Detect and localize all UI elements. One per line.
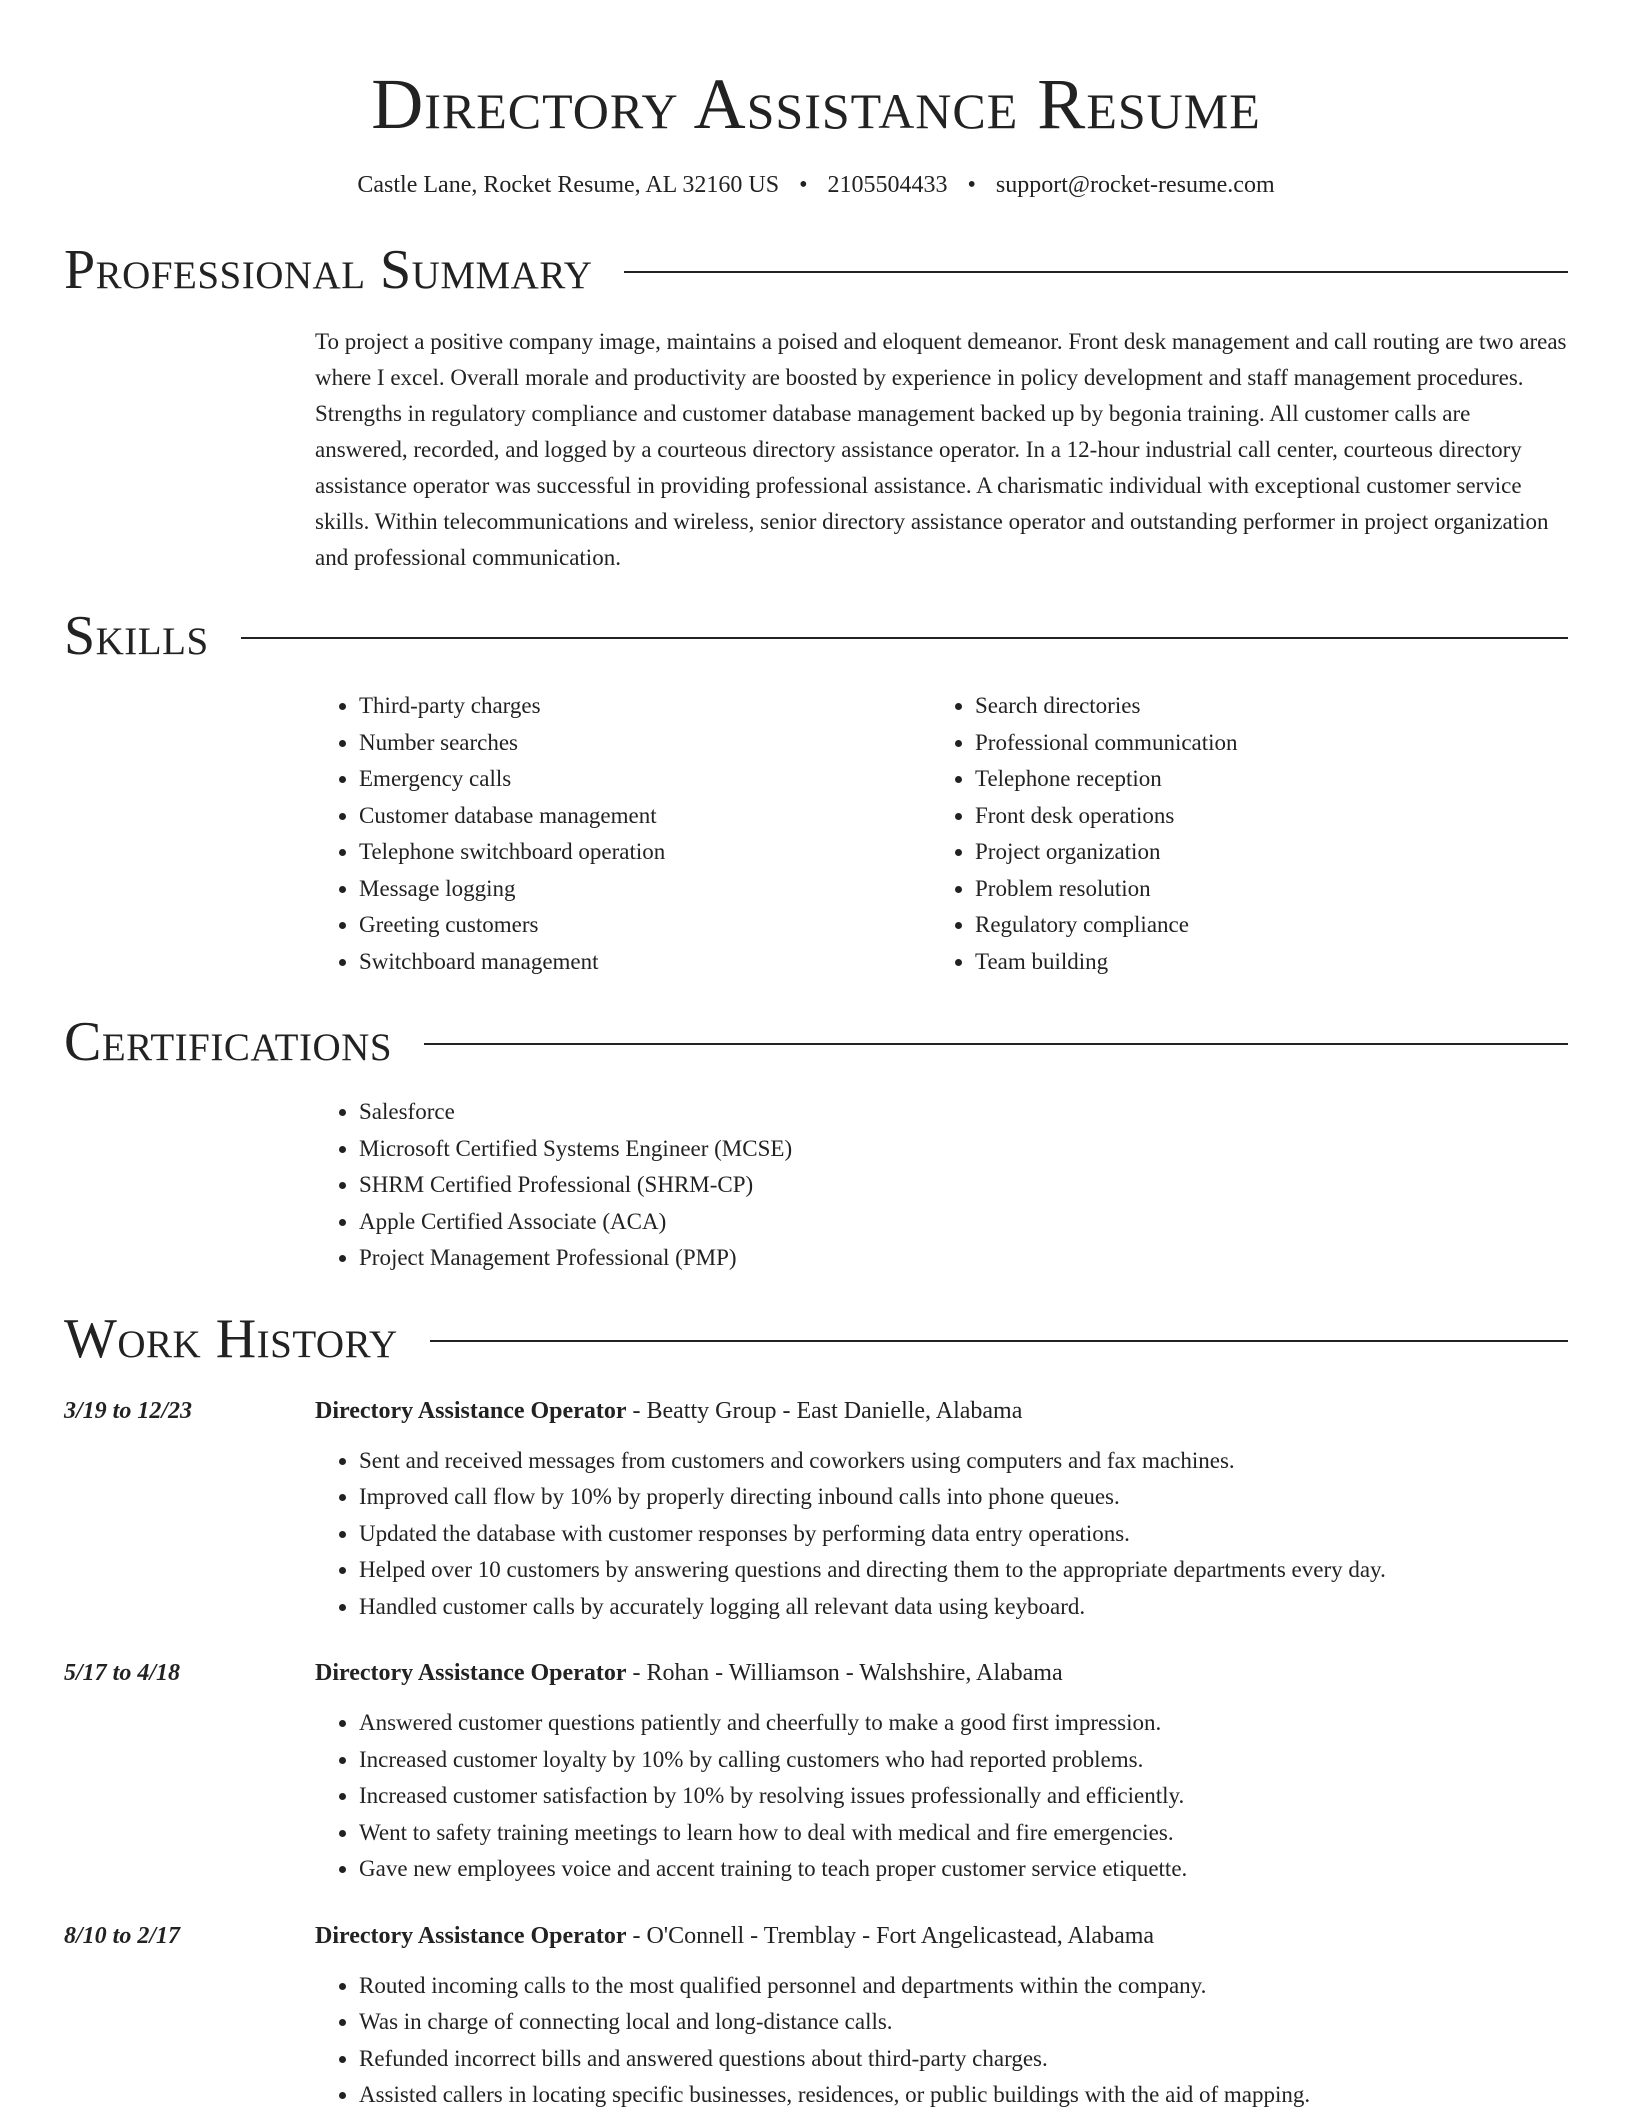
section-title-skills: Skills [64, 605, 209, 667]
job-duties [315, 1968, 1568, 2114]
job-title: Directory Assistance Operator [315, 1660, 627, 1686]
skill-item: • Emergency calls [359, 761, 931, 798]
section-title-summary: Professional Summary [64, 239, 593, 301]
job-duty-item: • Assisted callers in locating specific businesses, residences, or public buildings with the aid of mapping. [359, 2077, 1568, 2114]
job-duty-item: • Improved call flow by 10% by properly directing inbound calls into phone queues. [359, 1479, 1568, 1516]
section-header-work-history [64, 1307, 1568, 1371]
job-details [315, 1655, 1568, 1888]
skill-item: • Search directories [975, 688, 1547, 725]
skill-item: • Front desk operations [975, 798, 1547, 835]
job-details [315, 1918, 1568, 2114]
section-header-certifications [64, 1010, 1568, 1074]
section-divider [624, 271, 1568, 273]
contact-email: support@rocket-resume.com [995, 172, 1275, 198]
section-header-summary [64, 238, 1568, 302]
certifications-bullets [315, 1094, 1568, 1277]
summary-text: To project a positive company image, maintains a poised and eloquent demeanor. Front desk management and call routing are two areas where I excel. Overall morale and productivity are boosted by experience in policy development and staff management procedures. Strengths in regulatory compliance and customer database management backed up by begonia training. All customer calls are answered, recorded, and logged by a courteous directory assistance operator. In a 12-hour industrial call center, courteous directory assistance operator was successful in providing professional assistance. A charismatic individual with exceptional customer service skills. Within telecommunications and wireless, senior directory assistance operator and outstanding performer in project organization and professional communication. [315, 329, 1567, 570]
skills-list-left [315, 688, 931, 980]
certification-item: • Microsoft Certified Systems Engineer (MCSE) [359, 1131, 1568, 1168]
certification-item: • SHRM Certified Professional (SHRM-CP) [359, 1167, 1568, 1204]
job-heading [315, 1655, 1568, 1691]
skill-item: • Switchboard management [359, 944, 931, 981]
certification-item: • Project Management Professional (PMP) [359, 1240, 1568, 1277]
skill-item: • Professional communication [975, 725, 1547, 762]
section-title-certifications: Certifications [64, 1011, 393, 1073]
skill-item: • Greeting customers [359, 907, 931, 944]
resume-title: Directory Assistance Resume [371, 64, 1261, 144]
job-employer-location: - Rohan - Williamson - Walshshire, Alabama [626, 1660, 1063, 1686]
job-duty-item: • Went to safety training meetings to learn how to deal with medical and fire emergencies. [359, 1815, 1568, 1852]
job-duty-item: • Refunded incorrect bills and answered questions about third-party charges. [359, 2041, 1568, 2078]
certifications-list [315, 1094, 1568, 1277]
contact-address: Castle Lane, Rocket Resume, AL 32160 US [357, 172, 780, 198]
job-dates: 5/17 to 4/18 [64, 1660, 181, 1686]
skill-item: • Project organization [975, 834, 1547, 871]
contact-separator: • [799, 172, 808, 198]
contact-phone: 2105504433 [827, 172, 948, 198]
job-entry [64, 1393, 1568, 1626]
skill-item: • Team building [975, 944, 1547, 981]
job-employer-location: - O'Connell - Tremblay - Fort Angelicastead, Alabama [626, 1922, 1155, 1949]
skill-item: • Regulatory compliance [975, 907, 1547, 944]
skill-item: • Problem resolution [975, 871, 1547, 908]
skills-column-left [315, 688, 931, 980]
section-title-work-history: Work History [64, 1307, 398, 1370]
skill-item: • Telephone reception [975, 761, 1547, 798]
section-divider [430, 1340, 1568, 1342]
job-duty-item: • Gave new employees voice and accent training to teach proper customer service etiquette. [359, 1851, 1568, 1888]
job-dates: 3/19 to 12/23 [64, 1397, 193, 1424]
job-title: Directory Assistance Operator [315, 1922, 627, 1949]
job-details [315, 1393, 1568, 1626]
job-duty-item: • Sent and received messages from customers and coworkers using computers and fax machines. [359, 1443, 1568, 1480]
skills-list-right [931, 688, 1547, 980]
job-duty-item: • Routed incoming calls to the most qualified personnel and departments within the company. [359, 1968, 1568, 2005]
skill-item: • Third-party charges [359, 688, 931, 725]
job-duty-item: • Updated the database with customer responses by performing data entry operations. [359, 1516, 1568, 1553]
job-duties [315, 1443, 1568, 1626]
job-heading [315, 1393, 1568, 1429]
skill-item: • Message logging [359, 871, 931, 908]
job-duty-item: • Increased customer satisfaction by 10% by resolving issues professionally and efficiently. [359, 1778, 1568, 1815]
job-duty-item: • Answered customer questions patiently and cheerfully to make a good first impression. [359, 1705, 1568, 1742]
skill-item: • Customer database management [359, 798, 931, 835]
certification-item: • Apple Certified Associate (ACA) [359, 1204, 1568, 1241]
skill-item: • Number searches [359, 725, 931, 762]
job-employer-location: - Beatty Group - East Danielle, Alabama [626, 1397, 1023, 1424]
section-divider [424, 1043, 1568, 1045]
job-duty-item: • Was in charge of connecting local and long-distance calls. [359, 2004, 1568, 2041]
job-dates: 8/10 to 2/17 [64, 1922, 181, 1949]
contact-separator: • [967, 172, 976, 198]
section-header-skills [64, 604, 1568, 668]
job-duty-item: • Handled customer calls by accurately logging all relevant data using keyboard. [359, 1589, 1568, 1626]
job-duties [315, 1705, 1568, 1888]
certification-item: • Salesforce [359, 1094, 1568, 1131]
contact-line [64, 170, 1568, 200]
job-title: Directory Assistance Operator [315, 1397, 627, 1424]
job-duty-item: • Increased customer loyalty by 10% by calling customers who had reported problems. [359, 1742, 1568, 1779]
skills-column-right [931, 688, 1547, 980]
job-entry [64, 1918, 1568, 2114]
section-divider [241, 637, 1568, 639]
skill-item: • Telephone switchboard operation [359, 834, 931, 871]
job-entry [64, 1655, 1568, 1888]
skills-list [315, 688, 1568, 980]
job-duty-item: • Helped over 10 customers by answering questions and directing them to the appropriate departments every day. [359, 1552, 1568, 1589]
job-heading [315, 1918, 1568, 1954]
